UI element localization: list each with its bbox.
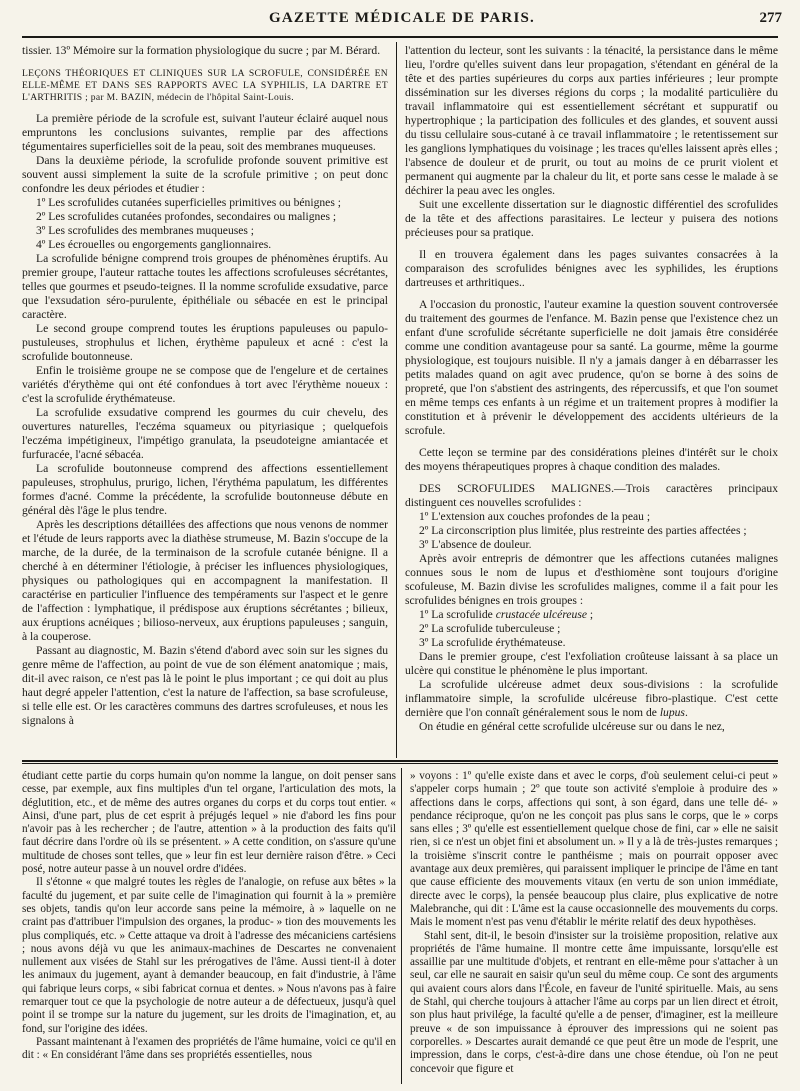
- paragraph-text: La scrofulide ulcéreuse admet deux sous-divisions : la scrofulide inflammatoire simple, la scrofulide ulcéreuse fibro-plastique. C'est cette dernière que l'on connaît généralement sous le nom de: [405, 678, 778, 719]
- section-lead: DES SCROFULIDES MALIGNES.: [419, 482, 615, 495]
- paragraph: Après les descriptions détaillées des affections que nous venons de nommer et l'étude de leurs rapports avec la diathèse strumeuse, M. Bazin s'occupe de la marche, de la durée, de la terminaison de la scrofule cutanée bénigne. Il a cherché à en déterminer l'étiologie, à préciser les influences physiologiques, physiques ou pathologiques qui en accompagnent la manifestation. Il caractérise en particulier l'influence des tempéraments sur l'aspect et le genre de l'affection : lymphatique, il prédispose aux éruptions sécrétantes ; bilieux, aux éruptions acnéiques ; bilioso-nerveux, aux éruptions papuleuses ; sanguin, à la couperose.: [22, 518, 388, 643]
- upper-left-column: [22, 44, 388, 728]
- paragraph: tissier. 13º Mémoire sur la formation physiologique du sucre ; par M. Bérard.: [22, 44, 381, 57]
- paragraph: Le second groupe comprend toutes les éruptions papuleuses ou papulo-pustuleuses, strophulus et lichen, érythème papuleux et acné : c'est la scrofulide boutonneuse.: [22, 322, 388, 363]
- section-rule-thin: [22, 763, 778, 764]
- paragraph-text: .: [684, 706, 688, 719]
- paragraph: La scrofulide bénigne comprend trois groupes de phénomènes éruptifs. Au premier groupe, l'auteur rattache toutes les affections scrofuleuses sécrétantes, telles que gourmes et pseudo-teignes. Il la nomme scrofulide exsudative, parce que l'exsudation séro-purulente, épithéliale ou sébacée en est le principal caractère.: [22, 252, 388, 321]
- upper-right-column: [405, 44, 778, 734]
- list-item: [405, 608, 778, 622]
- paragraph: [405, 678, 778, 720]
- paragraph: [405, 482, 778, 510]
- paragraph: La scrofulide exsudative comprend les gourmes du cuir chevelu, des ouvertures naturelles, l'eczéma squameux ou pityriasique ; quelquefois l'eczéma impétigineux, l'impétigo granulata, la pseudoteigne amiantacée et furfuracée, l'acné sébacéa.: [22, 406, 388, 461]
- list-item-text: 1º La scrofulide: [419, 608, 496, 621]
- list-item: 1º Les scrofulides cutanées superficielles primitives ou bénignes ;: [36, 196, 341, 209]
- page-number: 277: [759, 10, 782, 26]
- list-item: 3º La scrofulide érythémateuse.: [419, 636, 566, 649]
- list-item: 2º La scrofulide tuberculeuse ;: [419, 622, 561, 635]
- paragraph: Suit une excellente dissertation sur le diagnostic différentiel des scrofulides de la tête et des affections parasitaires. Le lecteur y puisera des notions précieuses pour sa pratique.: [405, 198, 778, 239]
- paragraph: Il s'étonne « que malgré toutes les règles de l'analogie, on refuse aux bêtes » la faculté du jugement, et par suite celle de l'imagination qui fournit à la » première ses objets, tandis qu'on leur accorde sans peine la mémoire, à » laquelle on ne craint pas d'attribuer l'impulsion des organes, la produc- » tion des mouvements les plus compliqués, etc. » Cette attaque va droit à l'adresse des mécaniciens cartésiens ; nous avons déjà vu que les animaux-machines de Descartes ne convenaient nullement aux visées de Stahl sur les prérogatives de l'âme. Aussi tient-il à doter les animaux du jugement, ayant à demander beaucoup, en fait d'industrie, à l'âme qui fabrique leurs corps, « sibi fabricat cornua et dentes. » Nous n'avons pas à faire remarquer tout ce que la psychologie de notre auteur a de défectueux, jusqu'à quel point il se trompe sur la nature du jugement, sur les droits de l'imagination, et, au fond, sur l'origine des idées.: [22, 876, 396, 1035]
- paragraph: Dans la deuxième période, la scrofulide profonde souvent primitive est souvent aussi simplement la suite de la scrofule primitive ; on peut donc confondre les deux périodes et étudier :: [22, 154, 388, 195]
- column-divider: [396, 42, 397, 758]
- paragraph: Stahl sent, dit-il, le besoin d'insister sur la troisième proposition, relative aux propriétés de l'âme humaine. Il montre cette âme impuissante, lorsqu'elle est assaillie par une multitude d'objets, et rentrant en elle-même pour s'attacher à un seul, car elle ne saurait en saisir qu'un seul du même coup. Ce sont des arguments qui avaient cours alors dans l'École, en faveur de l'unité spirituelle. Mais, au sens de Stahl, qui cherche toujours à attacher l'âme au corps par un lien direct et étroit, son plus haut privilége, la faculté qu'elle a de penser, d'imaginer, est la meilleure preuve « de son impuissance à éprouver des impressions qui ne soient pas corporelles. » Descartes aurait demandé ce que peut être un mode de l'esprit, une impression, dans le corps, c'est-à-dire dans une chose étendue, où l'on ne peut concevoir que figure et: [410, 929, 778, 1075]
- paragraph-text: —Trois caractères principaux distinguent ces nouvelles scrofulides :: [405, 482, 778, 509]
- paragraph: l'attention du lecteur, sont les suivants : la ténacité, la persistance dans le même lieu, l'ordre qu'elles suivent dans leur propagation, s'étendant en général de la tête et des parties supérieures du corps aux parties inférieures ; leur prompte dissémination sur les diverses régions du corps ; la modalité particulière du travail inflammatoire qui est essentiellement sécrétant et suppuratif ou hypertrophique ; la participation des follicules et des glandes, et souvent aussi du tissu cellulaire sous-cutané à ce travail inflammatoire ; le retentissement sur les ganglions lymphatiques du voisinage ; les traces qu'elles laissent après elles ; l'absence de douleur et de prurit, ou tout au moins de ce prurit violent et permanent qui augmente par la chaleur du lit, et porte sans cesse le malade à se déchirer la peau avec les ongles.: [405, 44, 779, 197]
- paragraph: » voyons : 1º qu'elle existe dans et avec le corps, d'où seulement celui-ci peut » s'appeler corps humain ; 2º que toute son activité s'emploie à produire des » affections dans le corps, affections qui sont, à son égard, dans une telle dé- » pendance réciproque, qu'on ne les conçoit pas plus sans le corps, que le » corps sans elles ; 3º qu'elle est essentiellement quelque chose de fini, car » elle ne saisit rien, si ce n'est un objet fini et absolument un. » Il y a là de très-justes remarques ; la troisième s'inscrit contre le panthéisme ; mais on pourrait opposer avec avantage aux deux premières, qui paraissent impliquer le principe de l'âme en tant que cause efficiente des mouvements vitaux (en vertu de son union immédiate, directe avec le corps), la pensée beaucoup plus claire, plus explicative de notre Malebranche, qui dit : L'âme est la cause occasionnelle des mouvements du corps. Mais le moment n'est pas venu d'établir le mérite relatif des deux hypothèses.: [410, 770, 778, 929]
- lower-right-column: [410, 770, 778, 1076]
- paragraph: Enfin le troisième groupe ne se compose que de l'engelure et de certaines variétés d'érythème qui ont été confondues à tort avec l'érythème noueux : c'est la scrofulide érythémateuse.: [22, 364, 388, 405]
- paragraph: A l'occasion du pronostic, l'auteur examine la question souvent controversée du traitement des gourmes de l'enfance. M. Bazin pense que l'existence chez un enfant d'une scrofulide sécrétante superficielle ne doit jamais être considérée comme une condition avantageuse pour sa santé. La gourme, même la gourme physiologique, est toujours nuisible. Il n'y a jamais danger à en débarrasser les petits malades quand on agit avec prudence, qu'on se borne à des soins de propreté, que l'on s'abstient des astringents, des répercussifs, et que l'on soumet en même temps ces enfants à un régime et un traitement propres à modifier la constitution et à prévenir le développement des accidents ultérieurs de la scrofule.: [405, 298, 778, 437]
- paragraph: Cette leçon se termine par des considérations pleines d'intérêt sur le choix des moyens thérapeutiques propres à chaque condition des malades.: [405, 446, 778, 473]
- emphasis: lupus: [659, 706, 685, 719]
- list-item: 3º L'absence de douleur.: [419, 538, 532, 551]
- paragraph: Il en trouvera également dans les pages suivantes consacrées à la comparaison des scrofulides bénignes avec les syphilides, les éruptions dartreuses et arthritiques..: [405, 248, 778, 289]
- paragraph: On étudie en général cette scrofulide ulcéreuse sur ou dans le nez,: [419, 720, 725, 733]
- section-rule: [22, 760, 778, 762]
- column-divider: [401, 768, 402, 1084]
- list-item-text: ;: [587, 608, 594, 621]
- list-item: 2º La circonscription plus limitée, plus restreinte des parties affectées ;: [419, 524, 747, 537]
- list-item: 2º Les scrofulides cutanées profondes, secondaires ou malignes ;: [36, 210, 337, 223]
- list-item: 1º L'extension aux couches profondes de la peau ;: [419, 510, 651, 523]
- page-header: [22, 10, 782, 36]
- header-rule: [22, 36, 778, 38]
- paragraph: Passant au diagnostic, M. Bazin s'étend d'abord avec soin sur les signes du genre même de l'affection, au point de vue de son élément anatomique ; mais, dit-il avec raison, ce n'est pas là le point le plus important ; ce qui doit au plus haut degré appeler l'attention, c'est la nature de l'affection, sa base scrofuleuse, si telle elle est. Or les caractères communs des dartres scrofuleuses, et nous les signalons à: [22, 644, 388, 727]
- section-heading: LEÇONS THÉORIQUES ET CLINIQUES SUR LA SCROFULE, CONSIDÉRÉE EN ELLE-MÊME ET DANS SES RAPPORTS AVEC LA SYPHILIS, LA DARTRE ET L'ARTHRITIS ; par M. BAZIN, médecin de l'hôpital Saint-Louis.: [22, 68, 388, 103]
- list-item: 4º Les écrouelles ou engorgements ganglionnaires.: [36, 238, 272, 251]
- journal-title: GAZETTE MÉDICALE DE PARIS.: [269, 10, 535, 26]
- list-item-emphasis: crustacée ulcéreuse: [495, 608, 587, 621]
- paragraph: La première période de la scrofule est, suivant l'auteur éclairé auquel nous empruntons les conclusions suivantes, remplie par des affections tégumentaires superficielles soit de la peau, soit des membranes muqueuses.: [22, 112, 388, 153]
- list-item: 3º Les scrofulides des membranes muqueuses ;: [36, 224, 255, 237]
- lower-left-column: [22, 770, 396, 1063]
- paragraph: Dans le premier groupe, c'est l'exfoliation croûteuse laissant à sa place un ulcère qui constitue le phénomène le plus important.: [405, 650, 778, 677]
- paragraph: étudiant cette partie du corps humain qu'on nomme la langue, on doit penser sans cesse, par exemple, aux fins multiples d'un tel organe, l'articulation des mots, la déglutition, etc., et de même des autres organes du corps et du corps tout entier. « Ainsi, d'une part, plus de cet esprit à préjugés lequel » nie d'abord les fins pour n'avoir pas à les rechercher ; de l'autre, attention » à la production des faits qu'il faut décrire dans l'ordre où ils se présentent. » A cette condition, on s'assure qu'une multitude de choses sont telles, que » leur fin est leur dernière raison d'être. » Ceci posé, notre auteur passe à un nouvel ordre d'idées.: [22, 770, 396, 876]
- paragraph: Passant maintenant à l'examen des propriétés de l'âme humaine, voici ce qu'il en dit : « En considérant l'âme dans ses propriétés essentielles, nous: [22, 1035, 396, 1062]
- paragraph: La scrofulide boutonneuse comprend des affections essentiellement papuleuses, strophulus, prurigo, lichen, l'érythéma papulatum, les différentes formes d'acné. Comme la précédente, la scrofulide boutonneuse débute en général dès l'âge le plus tendre.: [22, 462, 388, 517]
- paragraph: Après avoir entrepris de démontrer que les affections cutanées malignes connues sous le nom de lupus et d'esthiomène sont toujours d'origine scofuleuse, M. Bazin divise les scrofulides malignes, comme il a fait pour les scrofulides bénignes en trois groupes :: [405, 552, 778, 607]
